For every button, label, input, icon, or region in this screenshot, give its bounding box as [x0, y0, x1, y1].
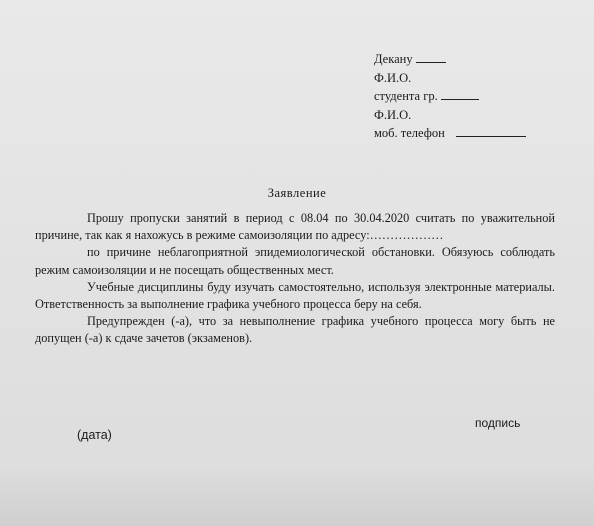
date-label: (дата): [77, 428, 112, 442]
document-title: Заявление: [267, 186, 327, 200]
dean-blank: [416, 51, 446, 63]
student-group-label: студента гр.: [374, 89, 438, 103]
paragraph-warning: Предупрежден (-а), что за невыполнение графика учебного процесса могу быть не допущен (-а) к сдаче зачетов (экзаменов).: [35, 314, 555, 346]
page-shadow: [0, 466, 594, 526]
phone-blank: [456, 125, 526, 137]
addressee-block: [374, 50, 526, 143]
statement-body: [35, 210, 555, 348]
paragraph-reason: по причине неблагоприятной эпидемиологической обстановки. Обязуюсь соблюдать режим самоизоляции и не посещать общественных мест.: [35, 245, 555, 277]
paragraph-self-study: Учебные дисциплины буду изучать самостоятельно, используя электронные материалы. Ответственность за выполнение графика учебного процесса беру на себя.: [35, 279, 555, 312]
group-blank: [441, 88, 479, 100]
paragraph-absence-request: Прошу пропуски занятий в период с 08.04 по 30.04.2020 считать по уважительной причине, так как я нахожусь в режиме самоизоляции по адресу:………………: [35, 211, 555, 243]
signature-label: подпись: [475, 416, 521, 430]
fio-label-1: Ф.И.О.: [374, 70, 412, 85]
dean-label: Декану: [374, 52, 413, 66]
phone-label: моб. телефон: [374, 126, 445, 140]
fio-label-2: Ф.И.О.: [374, 107, 412, 122]
